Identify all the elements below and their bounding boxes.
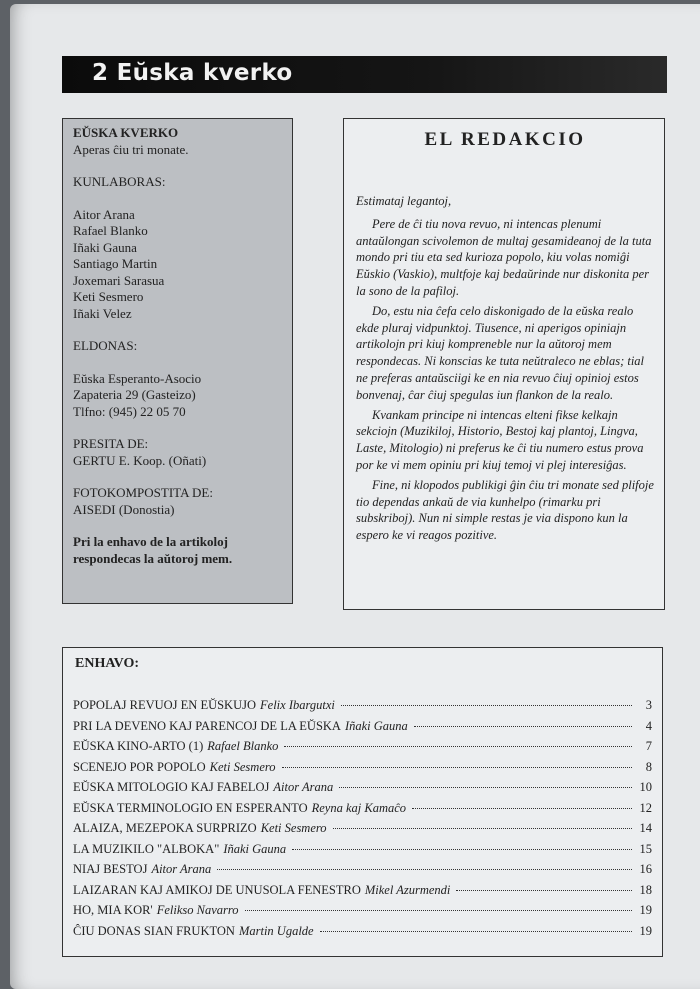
collaborator-name: Santiago Martin [73, 256, 158, 271]
toc-entry-author: Keti Sesmero [209, 759, 276, 774]
toc-entry-author: Reyna kaj Kamaĉo [311, 800, 407, 815]
toc-entry-page: 16 [639, 862, 652, 876]
publisher-line: Tlfno: (945) 22 05 70 [73, 403, 186, 419]
toc-entry-page: 7 [645, 739, 652, 753]
editorial-paragraph: Fine, ni klopodos publikigi ĝin ĉiu tri monate sed plifoje tio dependas ankaŭ de via kunhelpo (rimarku pri subskriboj). Nun ni simple restas je via dispono kun la espero ke vi reagos pozitive. [356, 477, 654, 543]
masthead-title: EŬSKA KVERKO [73, 125, 179, 140]
toc-entry-title: EŬSKA TERMINOLOGIO EN ESPERANTO [73, 800, 308, 815]
toc-entry-title: ĈIU DONAS SIAN FRUKTON [73, 923, 235, 938]
masthead-frequency: Aperas ĉiu tri monate. [73, 141, 189, 157]
toc-entry-page: 19 [639, 923, 652, 938]
toc-leader-dots [245, 910, 632, 911]
editorial-paragraph: Kvankam principe ni intencas elteni fikse kelkajn sekciojn (Muzikiloj, Historio, Bestoj kaj plantoj, Lingva, Laste, Mitologio) ni preferus ke ĉi tiu numero estus prova por ke vi mem opiniu pri kiuj temoj vi plej interesiĝas. [356, 407, 644, 472]
typesetter-name: AISEDI (Donostia) [73, 501, 175, 517]
page-header-bar [62, 56, 667, 93]
toc-entry[interactable] [73, 862, 652, 883]
toc-entry-author: Iñaki Gauna [223, 841, 287, 856]
toc-entry-title: LAIZARAN KAJ AMIKOJ DE UNUSOLA FENESTRO [73, 882, 361, 897]
toc-leader-dots [282, 767, 632, 768]
toc-leader-dots [456, 890, 632, 891]
toc-entry-title: EŬSKA KINO-ARTO (1) [73, 739, 204, 753]
toc-entry[interactable] [73, 821, 652, 842]
collaborator-name: Keti Sesmero [73, 289, 144, 304]
masthead-box [62, 118, 293, 604]
toc-leader-dots [412, 808, 632, 809]
toc-entry-title: POPOLAJ REVUOJ EN EŬSKUJO [73, 698, 257, 712]
editorial-paragraph: Pere de ĉi tiu nova revuo, ni intencas plenumi antaŭlongan scivolemon de multaj gesamideanoj de la tuta mondo pri tiu eta sed kurioza popolo, kiu volas nomiĝi Eŭskio (Vaskio), multfoje kaj bedaŭrinde nur diskonita per la sono de la pafiloj. [356, 216, 652, 298]
toc-entry-page: 8 [645, 759, 652, 774]
collaborator-name: Iñaki Velez [73, 305, 132, 321]
toc-entry-author: Rafael Blanko [207, 739, 279, 753]
toc-entry-page: 18 [639, 882, 652, 897]
toc-entry-page: 10 [639, 780, 652, 794]
publisher-line: Zapateria 29 (Gasteizo) [73, 387, 196, 402]
toc-entry-page: 4 [645, 718, 652, 733]
toc-entry[interactable] [73, 801, 652, 822]
printer-name: GERTU E. Koop. (Oñati) [73, 452, 207, 468]
toc-entry-author: Aitor Arana [273, 780, 334, 794]
toc-entry-author: Felikso Navarro [156, 903, 239, 917]
toc-leader-dots [414, 726, 632, 727]
toc-entry-author: Iñaki Gauna [344, 718, 408, 733]
editorial-box [343, 118, 665, 610]
toc-entry-page: 3 [645, 698, 652, 712]
collaborator-name: Rafael Blanko [73, 223, 148, 238]
toc-entry[interactable] [73, 903, 652, 924]
toc-entry-title: PRI LA DEVENO KAJ PARENCOJ DE LA EŬSKA [73, 718, 341, 733]
page-header-title: 2 Eŭska kverko [92, 60, 293, 86]
disclaimer-text: Pri la enhavo de la artikoloj respondecas la aŭtoroj mem. [73, 534, 233, 566]
toc-entry[interactable] [73, 739, 652, 760]
toc-entry-page: 14 [639, 821, 652, 835]
toc-heading: ENHAVO: [75, 656, 140, 671]
toc-entry-author: Aitor Arana [151, 862, 212, 876]
toc-leader-dots [292, 849, 632, 850]
toc-entry[interactable] [73, 719, 652, 740]
editorial-title: EL REDAKCIO [424, 129, 586, 150]
toc-entry[interactable] [73, 924, 652, 945]
publisher-label: ELDONAS: [73, 338, 138, 353]
toc-entry-title: NIAJ BESTOJ [73, 862, 148, 876]
toc-entry[interactable] [73, 842, 652, 863]
table-of-contents [62, 647, 663, 957]
collaborator-name: Joxemari Sarasua [73, 272, 165, 288]
printer-label: PRESITA DE: [73, 436, 149, 451]
toc-entry[interactable] [73, 780, 652, 801]
toc-entry-title: HO, MIA KOR' [73, 903, 153, 917]
editorial-paragraph: Do, estu nia ĉefa celo diskonigado de la eŭska realo ekde pluraj vidpunktoj. Tiusence, ni aperigos opiniajn artikolojn pri kiuj kompreneble nur la aŭtoroj mem respondecas. Ni konscias ke tuta neŭtraleco ne eblas; tial ne preferas antaŭsciigi ke en nia revuo ĉiuj opinioj estos bonvenaj, ĉar ĉiuj spegulas iun flankon de la realo. [356, 303, 645, 402]
toc-entry-author: Felix Ibargutxi [260, 698, 335, 712]
toc-leader-dots [333, 828, 632, 829]
collaborator-name: Iñaki Gauna [73, 239, 137, 255]
toc-entry-author: Keti Sesmero [260, 821, 327, 835]
toc-entry-title: SCENEJO POR POPOLO [73, 759, 206, 774]
toc-entry[interactable] [73, 883, 652, 904]
toc-entry[interactable] [73, 760, 652, 781]
collaborators-label: KUNLABORAS: [73, 174, 166, 189]
toc-leader-dots [339, 787, 632, 788]
toc-entry[interactable] [73, 698, 652, 719]
toc-entry-page: 19 [639, 903, 652, 917]
toc-entry-title: EŬSKA MITOLOGIO KAJ FABELOJ [73, 780, 270, 794]
toc-leader-dots [341, 705, 632, 706]
toc-entry-title: LA MUZIKILO "ALBOKA" [73, 841, 220, 856]
collaborator-name: Aitor Arana [73, 206, 135, 222]
toc-entry-page: 12 [639, 800, 652, 815]
editorial-salutation: Estimataj legantoj, [356, 194, 452, 208]
toc-entry-author: Mikel Azurmendi [364, 882, 451, 897]
toc-entry-title: ALAIZA, MEZEPOKA SURPRIZO [73, 821, 257, 835]
toc-leader-dots [217, 869, 632, 870]
toc-leader-dots [320, 931, 632, 932]
publisher-line: Eŭska Esperanto-Asocio [73, 370, 202, 386]
typesetter-label: FOTOKOMPOSTITA DE: [73, 485, 213, 500]
toc-leader-dots [284, 746, 632, 747]
toc-entry-author: Martin Ugalde [238, 923, 314, 938]
toc-entry-page: 15 [639, 841, 652, 856]
